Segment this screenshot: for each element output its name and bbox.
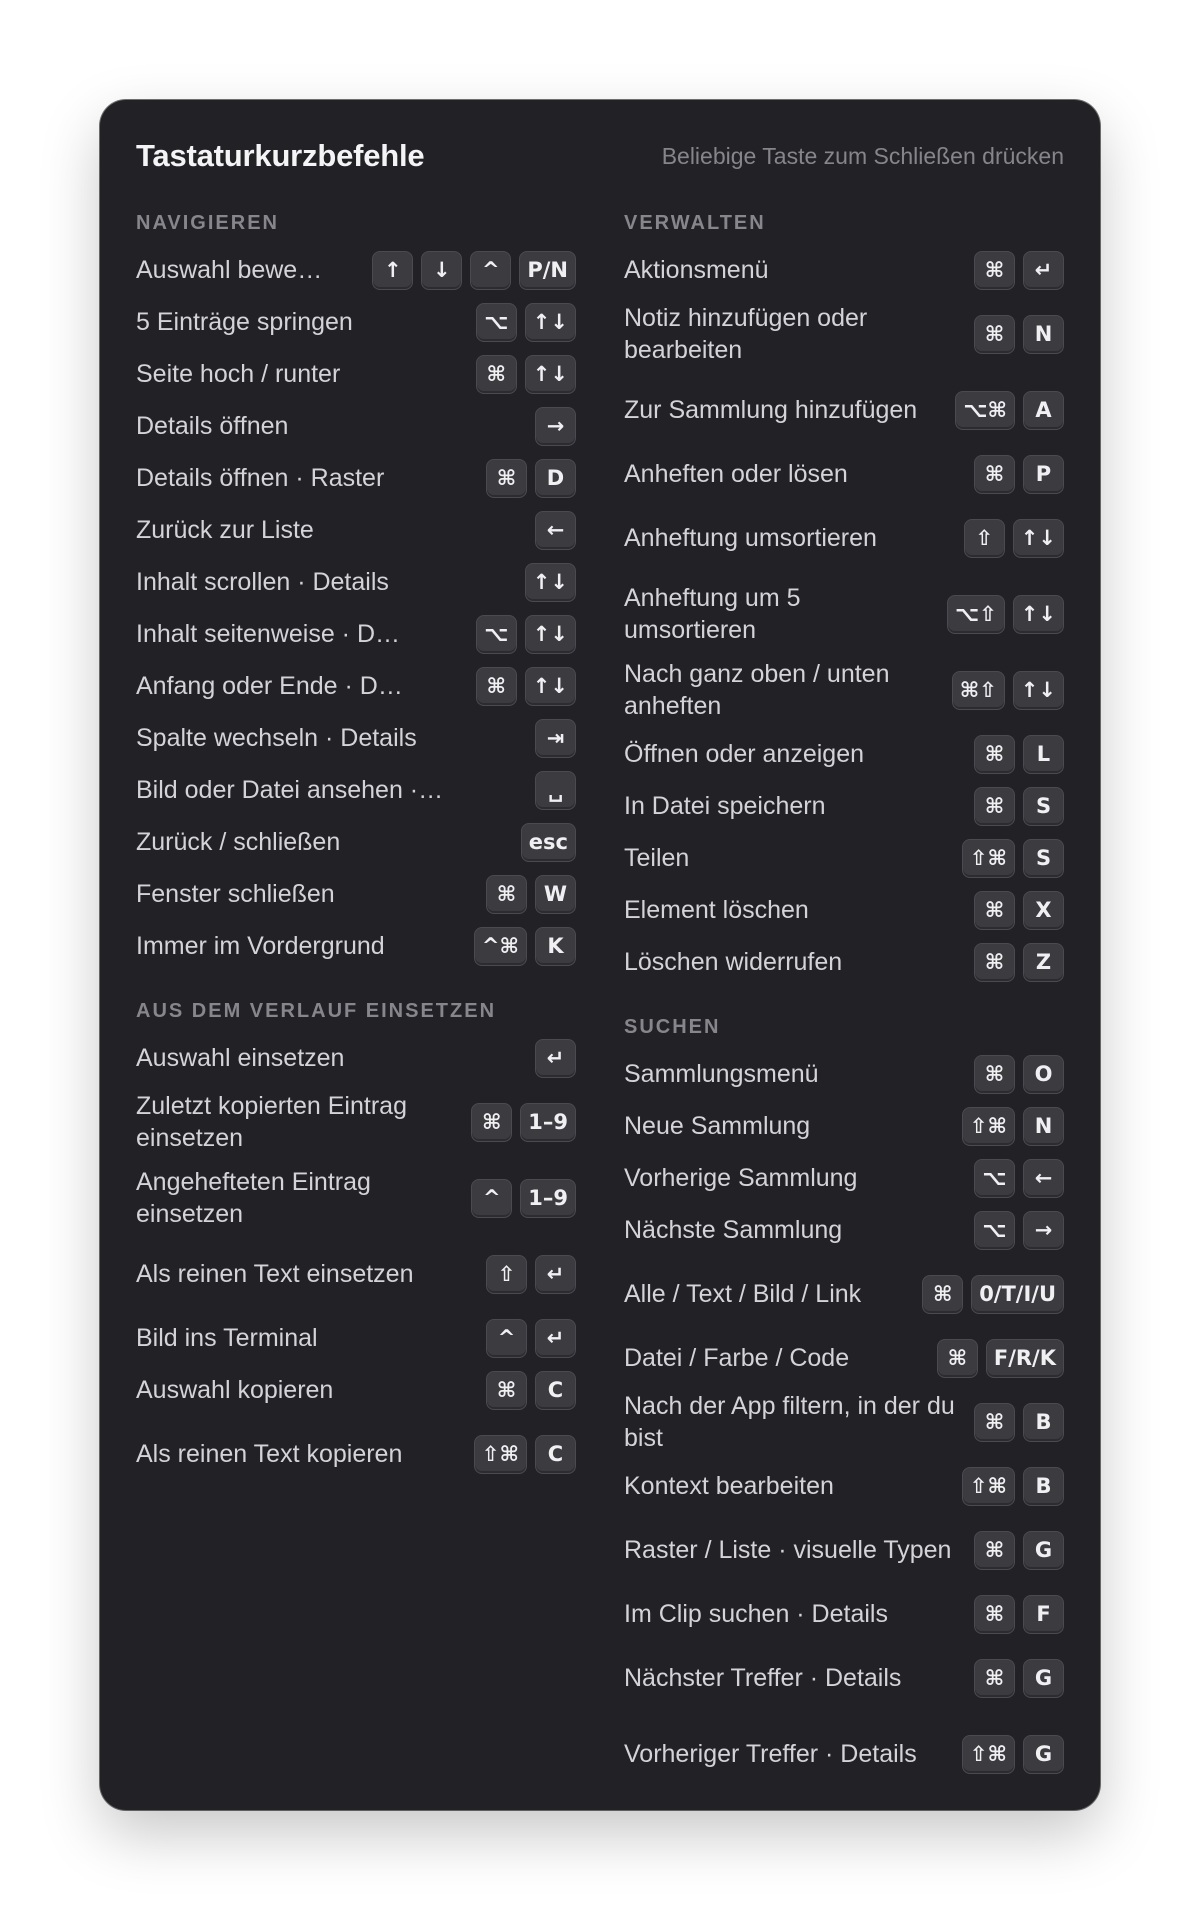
key-combo [486,1255,576,1294]
keycap: ⌥⇧ [947,595,1005,634]
keycap: ⌘ [974,735,1015,774]
key-combo [974,1659,1064,1698]
keycap: P/N [519,251,576,290]
keycap: esc [521,823,576,862]
keycap: ⌘ [486,459,527,498]
key-combo [974,891,1064,930]
keycap: W [535,875,576,914]
keycap: ⌥ [476,615,517,654]
keycap: ↑↓ [1013,595,1064,634]
shortcut-label: Zurück / schließen [136,828,341,856]
keycap: ⌘ [974,787,1015,826]
key-combo [476,303,576,342]
key-combo [974,787,1064,826]
shortcut-label: Notiz hinzufügen oder bearbeiten [624,304,868,364]
keycap: F [1023,1595,1064,1634]
keycap: ⌘ [937,1339,978,1378]
shortcut-label: Raster / Liste · visuelle Typen [624,1536,952,1564]
key-combo [535,407,576,446]
shortcut-row [136,1160,576,1236]
shortcut-row [136,504,576,556]
keycap: G [1023,1735,1064,1774]
key-combo [471,1103,576,1142]
shortcut-label: Zuletzt kopierten Eintrag einsetzen [136,1092,407,1152]
key-combo [476,355,576,394]
shortcut-row [624,1716,1064,1792]
shortcut-row [624,1256,1064,1332]
key-combo [962,1735,1064,1774]
shortcut-row [136,608,576,660]
keycap: ↵ [535,1255,576,1294]
keycap: ⌘ [922,1275,963,1314]
keycap: N [1023,1107,1064,1146]
keycap: ⌥ [974,1211,1015,1250]
key-combo [372,251,576,290]
keycap: ⌘ [974,315,1015,354]
keycap: ⌘ [974,455,1015,494]
shortcut-label: Details öffnen · Raster [136,464,385,492]
keycap: X [1023,891,1064,930]
shortcut-row [136,712,576,764]
shortcut-row [624,1100,1064,1152]
keycap: ⇧ [964,519,1005,558]
keycap: ^⌘ [474,927,527,966]
section-title-verwalten: VERWALTEN [624,212,766,234]
keycap: ⇧⌘ [962,839,1015,878]
shortcut-row [136,400,576,452]
shortcut-label: Inhalt seitenweise · D… [136,620,401,648]
keycap: ␣ [535,771,576,810]
shortcut-row [136,348,576,400]
key-combo [486,875,576,914]
shortcut-label: Bild oder Datei ansehen ·… [136,776,444,804]
keycap: ⌥ [476,303,517,342]
keycap: ↵ [535,1319,576,1358]
section-title-navigieren: NAVIGIEREN [136,212,279,234]
keycap: ↑ [372,251,413,290]
keycap: ⌘ [486,1371,527,1410]
shortcut-row [136,1236,576,1312]
keycap: 0/T/I/U [971,1275,1064,1314]
keycap: O [1023,1055,1064,1094]
shortcut-row [624,448,1064,500]
shortcut-row [136,1312,576,1364]
key-combo [974,943,1064,982]
keycap: ↑↓ [1013,519,1064,558]
keycap: ⌘ [974,1659,1015,1698]
shortcut-label: Vorherige Sammlung [624,1164,858,1192]
key-combo [964,519,1064,558]
keycap: ⌘ [974,251,1015,290]
shortcut-label: Datei / Farbe / Code [624,1344,850,1372]
keycap: ⌘ [974,1595,1015,1634]
key-combo [486,1371,576,1410]
keycap: ⌘ [974,943,1015,982]
shortcut-label: Auswahl bewe… [136,256,323,284]
shortcut-row [624,372,1064,448]
shortcut-label: Details öffnen [136,412,289,440]
key-combo [974,1055,1064,1094]
keycap: ^ [470,251,511,290]
shortcut-label: Alle / Text / Bild / Link [624,1280,862,1308]
key-combo [521,823,576,862]
shortcut-row [624,832,1064,884]
shortcut-label: Anheften oder lösen [624,460,848,488]
shortcut-row [136,660,576,712]
shortcut-columns [136,194,1064,1792]
keycap: G [1023,1531,1064,1570]
shortcut-label: Öffnen oder anzeigen [624,740,865,768]
shortcut-row [136,244,576,296]
keycap: ↓ [421,251,462,290]
shortcut-label: Neue Sammlung [624,1112,811,1140]
shortcut-row [624,296,1064,372]
key-combo [947,595,1064,634]
shortcut-row [136,1364,576,1416]
key-combo [535,1039,576,1078]
shortcut-row [624,884,1064,936]
shortcut-label: Im Clip suchen · Details [624,1600,888,1628]
keycap: B [1023,1467,1064,1506]
keycap: ⌘ [486,875,527,914]
key-combo [525,563,576,602]
key-combo [486,1319,576,1358]
keycap: ⇧ [486,1255,527,1294]
shortcut-label: Als reinen Text kopieren [136,1440,403,1468]
panel-header [136,136,1064,176]
shortcut-row [624,244,1064,296]
shortcut-row [136,764,576,816]
keycap: ↑↓ [525,667,576,706]
shortcut-label: Immer im Vordergrund [136,932,385,960]
key-combo [474,927,576,966]
keycap: S [1023,839,1064,878]
shortcut-label: Fenster schließen [136,880,335,908]
shortcut-row [624,500,1064,576]
shortcut-row [624,576,1064,652]
keycap: L [1023,735,1064,774]
keycap: 1–9 [520,1103,576,1142]
shortcut-label: Kontext bearbeiten [624,1472,834,1500]
keycap: ↑↓ [525,355,576,394]
shortcut-label: Zur Sammlung hinzufügen [624,396,918,424]
shortcut-label: Als reinen Text einsetzen [136,1260,414,1288]
shortcut-label: Inhalt scrollen · Details [136,568,389,596]
shortcut-label: Sammlungsmenü [624,1060,819,1088]
shortcut-label: Angehefteten Eintrag einsetzen [136,1168,371,1228]
keycap: S [1023,787,1064,826]
shortcut-label: Zurück zur Liste [136,516,314,544]
key-combo [974,1403,1064,1442]
key-combo [535,719,576,758]
key-combo [535,771,576,810]
keycap: ⇧⌘ [962,1735,1015,1774]
key-combo [974,315,1064,354]
shortcut-label: Bild ins Terminal [136,1324,318,1352]
key-combo [974,455,1064,494]
shortcut-row [136,1032,576,1084]
keycap: ⇧⌘ [962,1107,1015,1146]
keycap: ↑↓ [1013,671,1064,710]
shortcut-label: Nächster Treffer · Details [624,1664,902,1692]
shortcut-row [624,780,1064,832]
key-combo [937,1339,1064,1378]
shortcut-row [624,1048,1064,1100]
section-title-aus-dem-verlauf-einsetzen: AUS DEM VERLAUF EINSETZEN [136,1000,497,1022]
shortcut-row [624,1332,1064,1384]
shortcut-label: Teilen [624,844,690,872]
keycap: ⌥ [974,1159,1015,1198]
keycap: ⌘ [476,667,517,706]
keycap: ⇥ [535,719,576,758]
keycap: ↵ [1023,251,1064,290]
shortcut-label: Nach ganz oben / unten anheften [624,660,890,720]
shortcut-row [136,296,576,348]
keycap: C [535,1371,576,1410]
key-combo [962,1467,1064,1506]
key-combo [486,459,576,498]
key-combo [974,251,1064,290]
shortcut-label: In Datei speichern [624,792,826,820]
shortcut-row [624,1588,1064,1640]
keycap: D [535,459,576,498]
keycap: ⇧⌘ [474,1435,527,1474]
keycap: K [535,927,576,966]
keycap: ⌥⌘ [955,391,1015,430]
shortcut-label: Aktionsmenü [624,256,769,284]
keycap: N [1023,315,1064,354]
key-combo [922,1275,1064,1314]
keycap: G [1023,1659,1064,1698]
section-title-suchen: SUCHEN [624,1016,721,1038]
keycap: ^ [471,1179,512,1218]
shortcut-row [136,452,576,504]
keycap: ⌘ [974,891,1015,930]
shortcut-row [136,1416,576,1492]
keycap: ↑↓ [525,615,576,654]
shortcut-row [624,1152,1064,1204]
shortcut-row [624,1640,1064,1716]
keycap: ⌘ [974,1531,1015,1570]
key-combo [974,735,1064,774]
shortcut-label: 5 Einträge springen [136,308,353,336]
key-combo [471,1179,576,1218]
key-combo [974,1211,1064,1250]
shortcut-label: Vorheriger Treffer · Details [624,1740,917,1768]
keycap: ^ [486,1319,527,1358]
shortcuts-panel [100,100,1100,1810]
keycap: → [1023,1211,1064,1250]
shortcut-label: Spalte wechseln · Details [136,724,417,752]
key-combo [962,1107,1064,1146]
keycap: ← [535,511,576,550]
shortcut-label: Anfang oder Ende · D… [136,672,403,700]
key-combo [962,839,1064,878]
shortcut-label: Seite hoch / runter [136,360,341,388]
keycap: ↑↓ [525,303,576,342]
key-combo [955,391,1064,430]
keycap: → [535,407,576,446]
keycap: F/R/K [986,1339,1064,1378]
shortcut-row [624,728,1064,780]
dismiss-hint: Beliebige Taste zum Schließen drücken [661,142,1064,169]
shortcut-label: Löschen widerrufen [624,948,843,976]
panel-title: Tastaturkurzbefehle [136,138,425,173]
keycap: ⌘ [974,1055,1015,1094]
keycap: ⌘ [974,1403,1015,1442]
right-column [624,194,1064,1792]
key-combo [974,1159,1064,1198]
keycap: ↵ [535,1039,576,1078]
key-combo [474,1435,576,1474]
key-combo [974,1595,1064,1634]
shortcut-row [624,1384,1064,1460]
left-column [136,194,576,1792]
shortcut-row [624,936,1064,988]
shortcut-label: Nach der App filtern, in der du bist [624,1392,955,1452]
keycap: ⌘⇧ [952,671,1005,710]
keycap: 1–9 [520,1179,576,1218]
keycap: ↑↓ [525,563,576,602]
shortcut-row [136,816,576,868]
shortcut-label: Element löschen [624,896,809,924]
key-combo [476,667,576,706]
shortcut-row [624,1204,1064,1256]
shortcut-label: Auswahl einsetzen [136,1044,345,1072]
keycap: B [1023,1403,1064,1442]
shortcut-label: Anheftung umsortieren [624,524,877,552]
keycap: C [535,1435,576,1474]
keycap: ⇧⌘ [962,1467,1015,1506]
shortcut-label: Anheftung um 5 umsortieren [624,584,801,644]
keycap: P [1023,455,1064,494]
shortcut-row [624,1512,1064,1588]
key-combo [952,671,1064,710]
shortcut-row [136,1084,576,1160]
shortcut-row [136,920,576,972]
keycap: ⌘ [471,1103,512,1142]
shortcut-row [136,868,576,920]
keycap: A [1023,391,1064,430]
shortcut-row [624,652,1064,728]
key-combo [974,1531,1064,1570]
keycap: ⌘ [476,355,517,394]
shortcut-label: Nächste Sammlung [624,1216,843,1244]
key-combo [535,511,576,550]
key-combo [476,615,576,654]
shortcut-row [624,1460,1064,1512]
shortcut-label: Auswahl kopieren [136,1376,334,1404]
shortcut-row [136,556,576,608]
keycap: ← [1023,1159,1064,1198]
keycap: Z [1023,943,1064,982]
